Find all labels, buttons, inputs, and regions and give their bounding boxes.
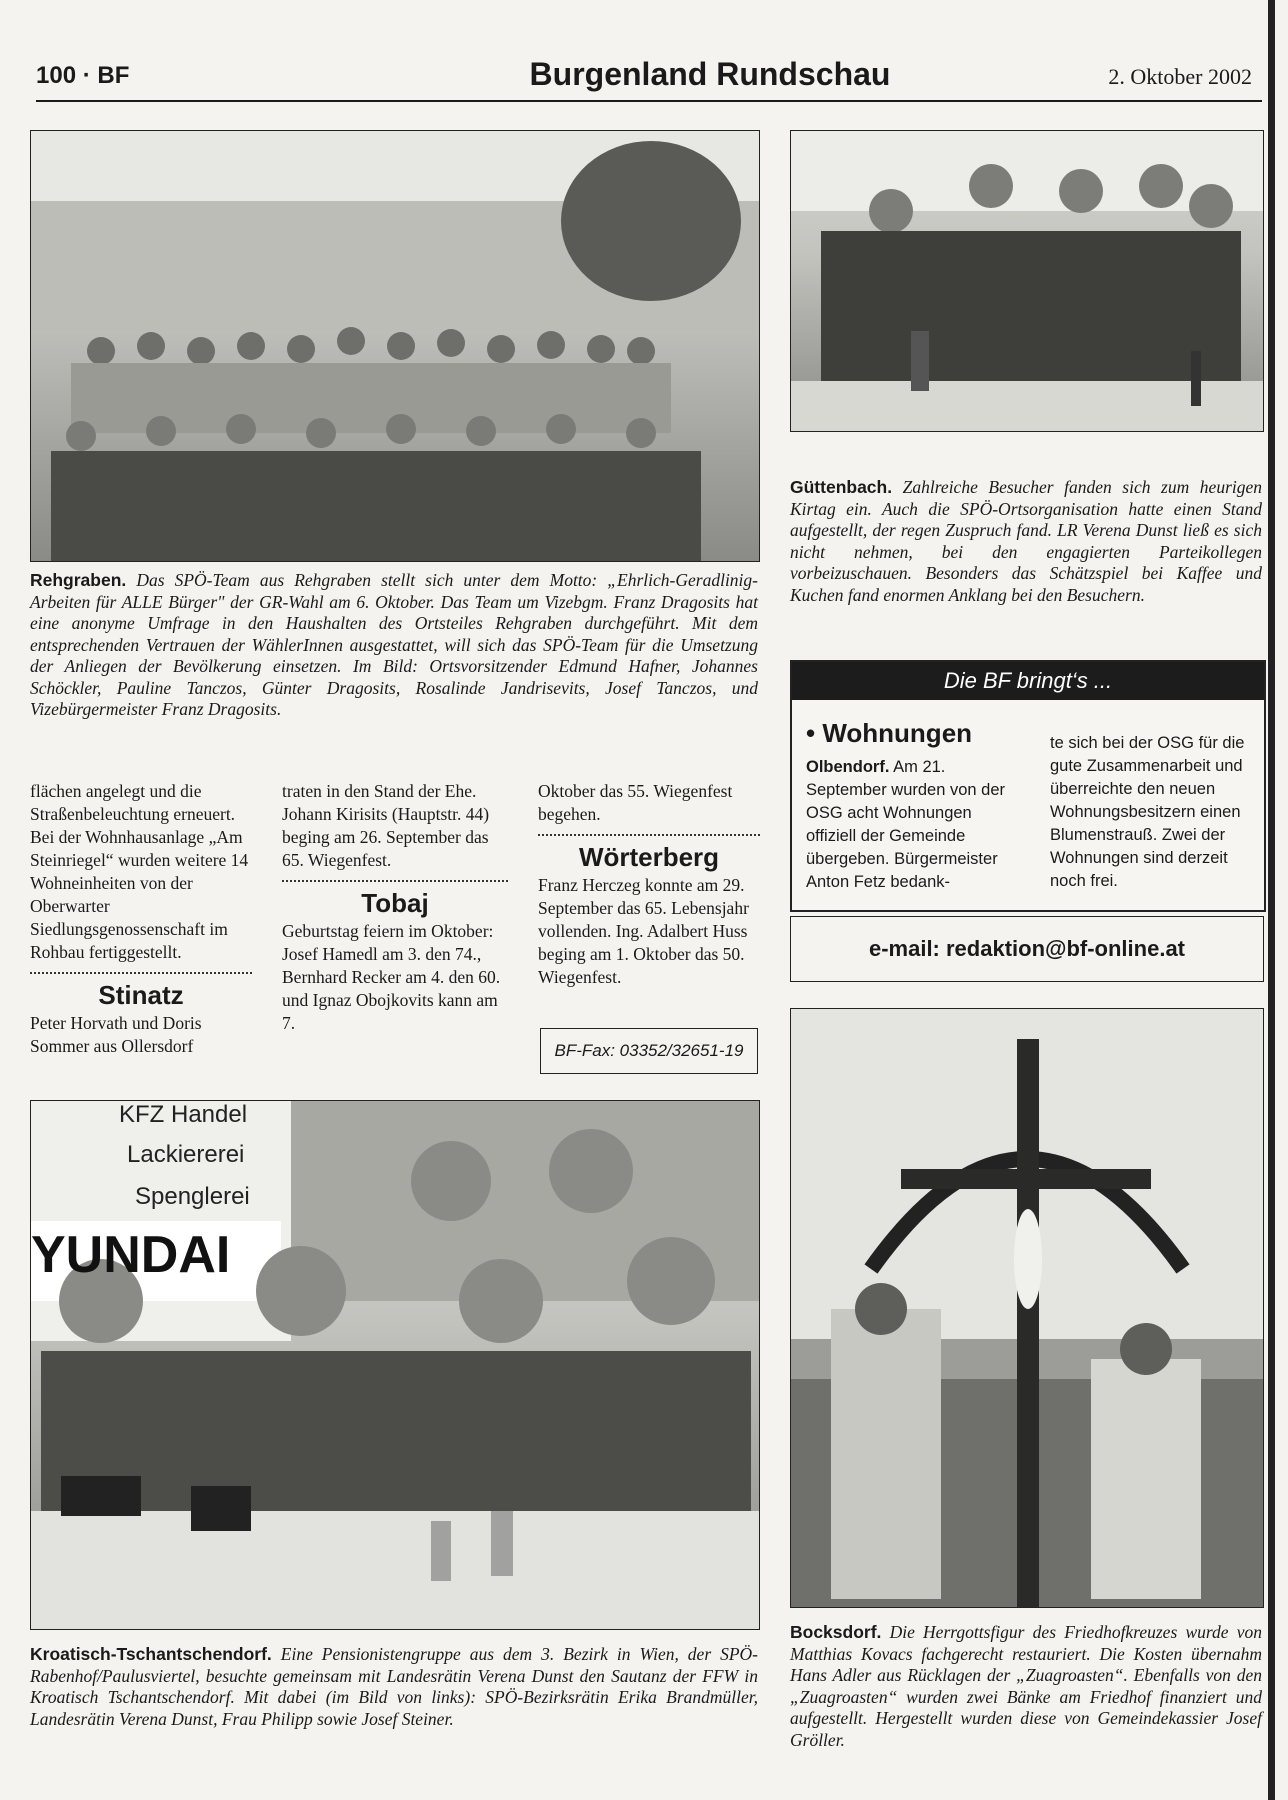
fax-box: BF-Fax: 03352/32651-19 bbox=[540, 1028, 758, 1074]
sign-kfz-handel: KFZ Handel bbox=[119, 1101, 248, 1128]
caption-place: Bocksdorf. bbox=[790, 1622, 882, 1642]
email-box: e-mail: redaktion@bf-online.at bbox=[790, 916, 1264, 982]
sign-brand-logo: YUNDAI bbox=[31, 1226, 231, 1284]
bf-box-text: Am 21. September wurden von der OSG acht Wohnungen offiziell der Gemeinde übergeben. Bürgermeister Anton Fetz bedank- bbox=[806, 758, 1006, 891]
dotted-divider bbox=[30, 972, 252, 974]
caption-text: Das SPÖ-Team aus Rehgraben stellt sich unter dem Motto: „Ehrlich-Geradlinig-Arbeiten für ALLE Bürger" der GR-Wahl am 6. Oktober. Das Team um Vizebgm. Franz Dragosits hat eine anonyme Umfrage in den Haushalten des Ortsteiles Rehgraben durchgeführt. Mit dem entsprechenden Vertrauen der WählerInnen ausgestattet, will sich das SPÖ-Team für die Umsetzung der Anliegen der Bevölkerung einsetzen. Im Bild: Ortsvorsitzender Edmund Hafner, Johannes Schöckler, Pauline Tanczos, Günter Dragosits, Rosalinde Jandrisevits, Josef Tanczos, und Vizebürgermeister Franz Dragosits. bbox=[30, 570, 758, 719]
issue-date: 2. Oktober 2002 bbox=[1108, 64, 1252, 89]
page-edge bbox=[1268, 0, 1275, 1800]
paragraph: Johann Kirisits (Hauptstr. 44) beging am 26. September das 65. Wiegenfest. bbox=[282, 804, 490, 870]
paragraph: Oktober das 55. Wiegenfest begehen. bbox=[538, 781, 733, 824]
header-rule bbox=[36, 100, 1262, 102]
paragraph: Bei der Wohnhausanlage „Am Steinriegel“ wurden weitere 14 Wohneinheiten von der Oberwarter Siedlungsgenossenschaft im Rohbau fertiggestellt. bbox=[30, 827, 249, 962]
bf-news-box bbox=[790, 660, 1266, 912]
sign-spenglerei: Spenglerei bbox=[135, 1183, 250, 1210]
caption-rehgraben bbox=[30, 570, 758, 721]
dotted-divider bbox=[282, 880, 508, 882]
bf-box-place: Olbendorf. bbox=[806, 758, 890, 776]
headline-stinatz: Stinatz bbox=[98, 980, 184, 1010]
bf-box-banner: Die BF bringt‘s ... bbox=[792, 662, 1264, 700]
paragraph: Geburtstag feiern im Oktober: Josef Hamedl am 3. den 74., Bernhard Recker am 4. den 60. und Ignaz Obojkovits kann am 7. bbox=[282, 921, 501, 1033]
caption-place: Kroatisch-Tschantschendorf. bbox=[30, 1644, 272, 1664]
caption-kroatisch-tschantschendorf bbox=[30, 1644, 758, 1730]
photo-rehgraben-group bbox=[30, 130, 760, 562]
article-column-1 bbox=[30, 780, 252, 1058]
caption-text: Eine Pensionistengruppe aus dem 3. Bezirk in Wien, der SPÖ-Rabenhof/Paulusviertel, besuchte gemeinsam mit Landesrätin Verena Dunst den Sautanz der FFW in Kroatisch Tschantschendorf. Mit dabei (im Bild von links): SPÖ-Bezirksrätin Erika Brandmüller, Landesrätin Verena Dunst, Frau Philipp sowie Josef Steiner. bbox=[30, 1644, 759, 1729]
bf-box-headline: • Wohnungen bbox=[806, 718, 973, 748]
article-column-2 bbox=[282, 780, 508, 1035]
photo-bocksdorf-cross bbox=[790, 1008, 1264, 1608]
dotted-divider bbox=[538, 834, 760, 836]
caption-guettenbach bbox=[790, 477, 1262, 606]
caption-text: Zahlreiche Besucher fanden sich zum heurigen Kirtag ein. Auch die SPÖ-Ortsorganisation hatte einen Stand aufgestellt, der regen Zuspruch fand. LR Verena Dunst ließ es sich nicht nehmen, bei den engagierten Parteikollegen vorbeizuschauen. Besonders das Schätzspiel bei Kaffee und Kuchen fand enormen Anklang bei den Besuchern. bbox=[790, 477, 1263, 605]
headline-tobaj: Tobaj bbox=[361, 888, 429, 918]
paragraph: traten in den Stand der Ehe. bbox=[282, 781, 477, 801]
caption-place: Güttenbach. bbox=[790, 477, 893, 497]
sign-lackiererei: Lackiererei bbox=[127, 1141, 245, 1168]
newspaper-title: Burgenland Rundschau bbox=[529, 56, 891, 92]
photo-guettenbach-kirtag bbox=[790, 130, 1264, 432]
bf-box-right-text: te sich bei der OSG für die gute Zusammenarbeit und überreichte den neuen Wohnungsbesitzern einen Blumenstrauß. Zwei der Wohnungen sind derzeit noch frei. bbox=[1050, 734, 1245, 890]
bf-box-left-text bbox=[806, 756, 1016, 894]
caption-place: Rehgraben. bbox=[30, 570, 127, 590]
photo-kroatisch-pensioners bbox=[30, 1100, 760, 1630]
paragraph: Peter Horvath und Doris Sommer aus Ollersdorf bbox=[30, 1013, 202, 1056]
paragraph: Franz Herczeg konnte am 29. September das 65. Lebensjahr vollenden. Ing. Adalbert Huss beging am 1. Oktober das 50. Wiegenfest. bbox=[538, 875, 749, 987]
caption-bocksdorf bbox=[790, 1622, 1262, 1751]
article-column-3 bbox=[538, 780, 760, 989]
headline-woerterberg: Wörterberg bbox=[578, 842, 720, 872]
caption-text: Die Herrgottsfigur des Friedhofkreuzes wurde von Matthias Kovacs fachgerecht restauriert. Die Kosten übernahm Hans Adler aus Rücklagen der „Zuagroasten“. Ebenfalls von den „Zuagroasten“ wurden zwei Bänke am Friedhof finanziert und aufgestellt. Hergestellt wurden diese von Gemeindekassier Josef Gröller. bbox=[790, 1622, 1263, 1750]
page-number: 100 · BF bbox=[36, 62, 130, 89]
paragraph: flächen angelegt und die Straßenbeleuchtung erneuert. bbox=[30, 781, 236, 824]
